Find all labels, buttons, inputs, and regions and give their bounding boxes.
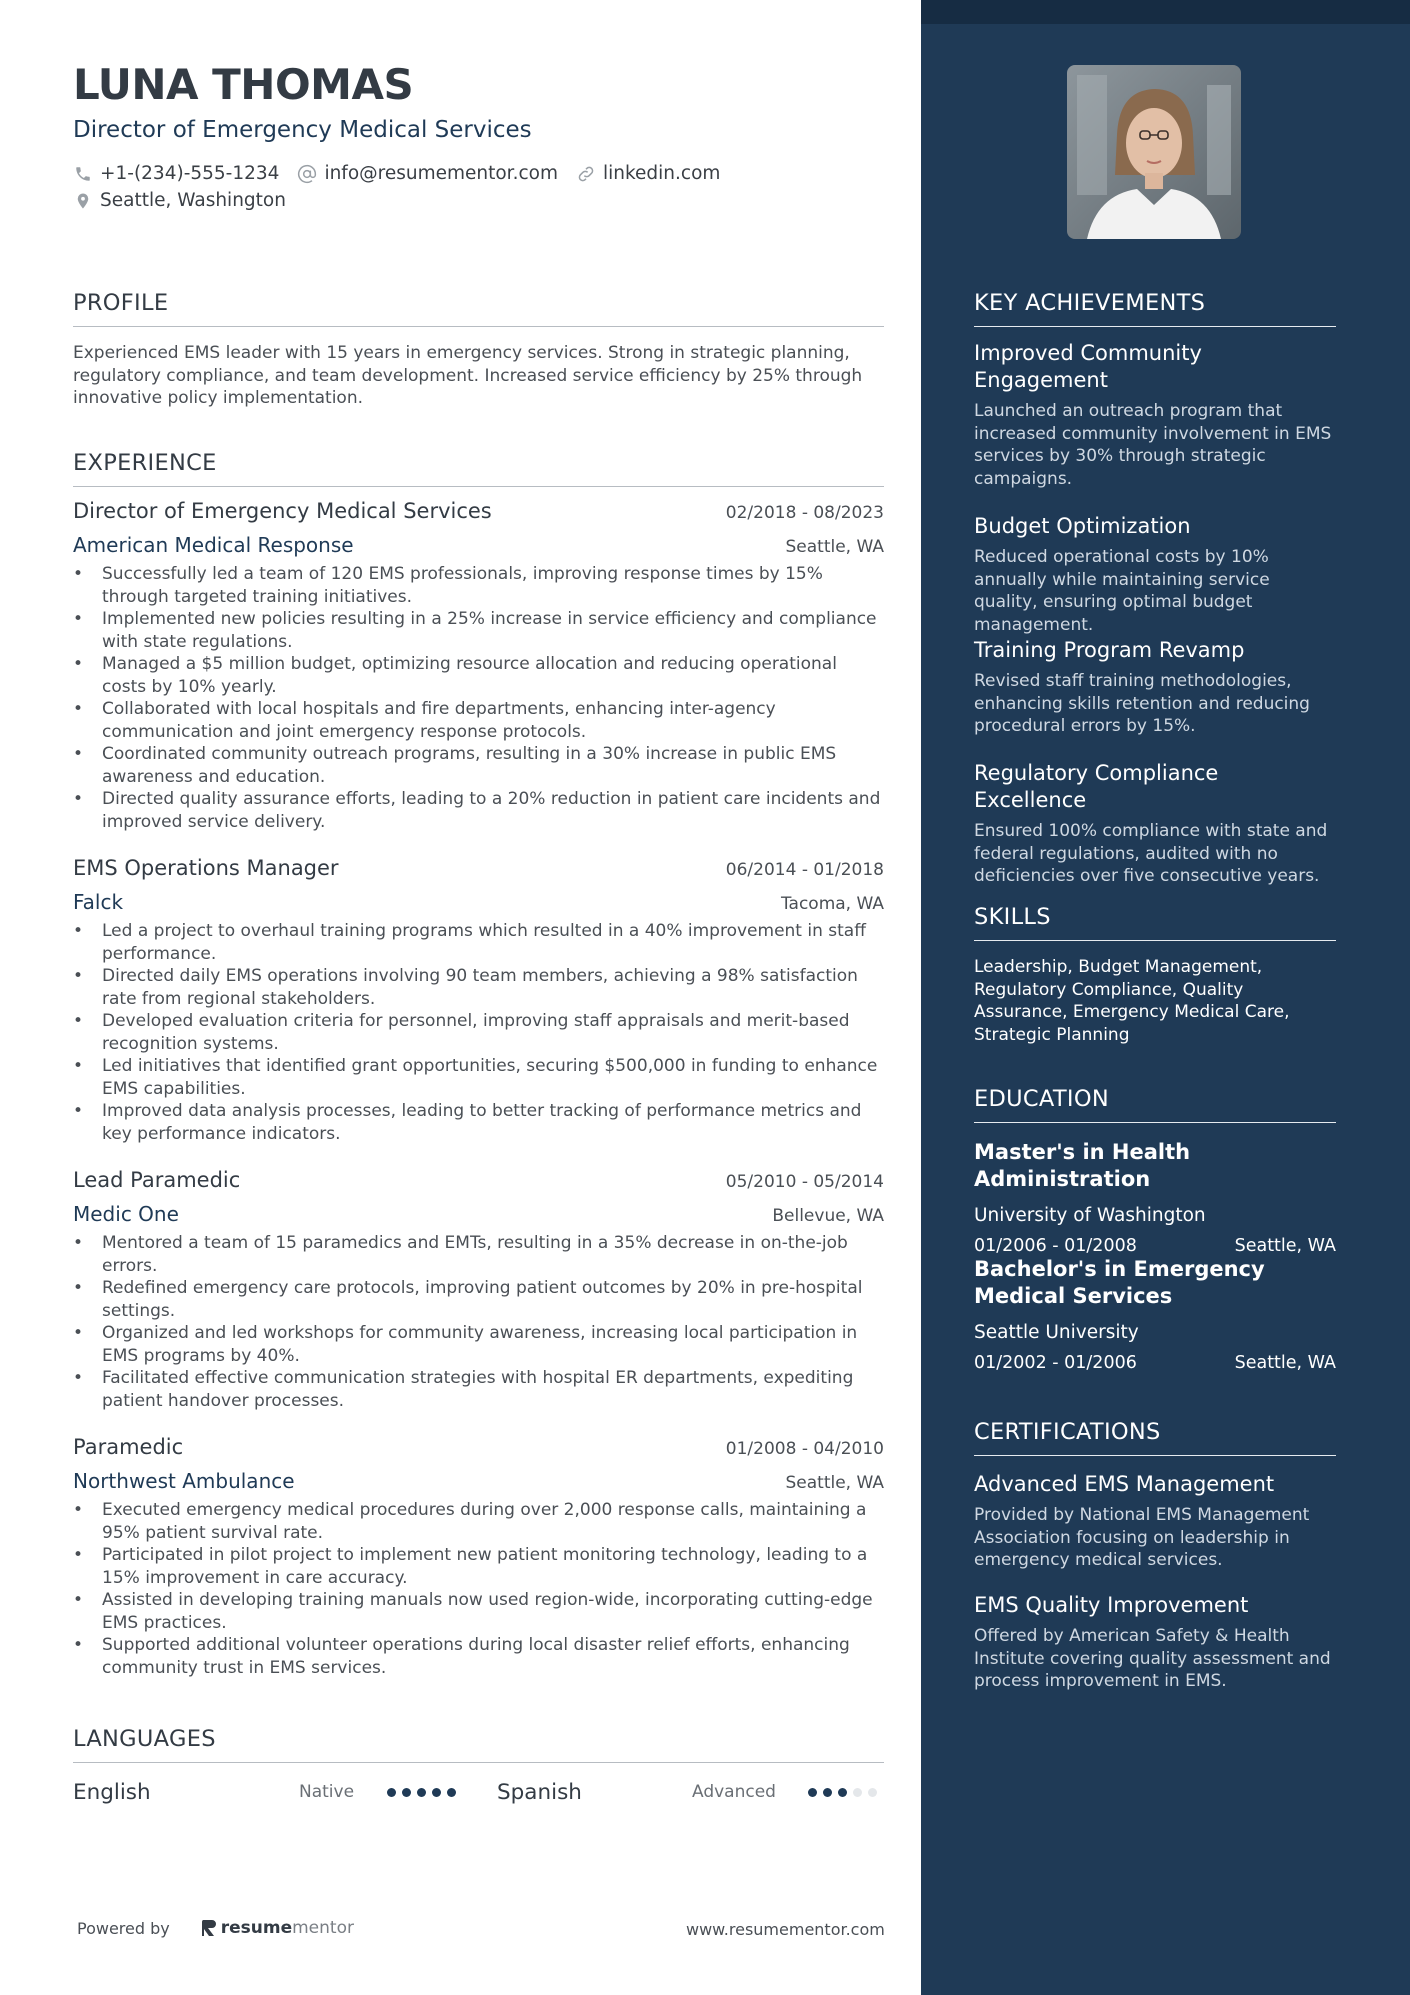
language-level: Native — [299, 1782, 355, 1802]
brand-logo[interactable] — [200, 1918, 354, 1938]
job-bullets — [73, 1499, 884, 1679]
job-company: Northwest Ambulance — [73, 1469, 295, 1493]
job-bullet: • Redefined emergency care protocols, improving patient outcomes by 20% in pre-hospital settings. — [73, 1277, 884, 1322]
job-bullet: • Executed emergency medical procedures during over 2,000 response calls, maintaining a 95% patient survival rate. — [73, 1499, 884, 1544]
job-bullet: • Mentored a team of 15 paramedics and EMTs, resulting in a 35% decrease in on-the-job errors. — [73, 1232, 884, 1277]
achievement-text: Launched an outreach program that increased community involvement in EMS services by 30% through strategic campaigns. — [974, 401, 1332, 489]
rating-dot-filled — [808, 1788, 817, 1797]
rating-dot-filled — [387, 1788, 396, 1797]
experience-heading: EXPERIENCE — [73, 450, 884, 487]
profile-heading: PROFILE — [73, 290, 884, 327]
achievement-text: Reduced operational costs by 10% annually while maintaining service quality, ensuring optimal budget management. — [974, 547, 1270, 635]
job-bullet: • Led a project to overhaul training programs which resulted in a 40% improvement in staff performance. — [73, 920, 884, 965]
education-dates: 01/2006 - 01/2008 — [974, 1236, 1137, 1256]
candidate-title: Director of Emergency Medical Services — [73, 117, 532, 143]
footer-powered — [77, 1918, 354, 1938]
job-bullet: • Led initiatives that identified grant opportunities, securing $500,000 in funding to enhance EMS capabilities. — [73, 1055, 884, 1100]
language-level: Advanced — [692, 1782, 776, 1802]
rating-dot-empty — [868, 1788, 877, 1797]
job-bullet: • Directed quality assurance efforts, leading to a 20% reduction in patient care incidents and improved service delivery. — [73, 788, 884, 833]
certification-item — [974, 1592, 1336, 1693]
achievement-item — [974, 760, 1336, 888]
candidate-name: LUNA THOMAS — [73, 60, 414, 109]
job-bullet: • Managed a $5 million budget, optimizing resource allocation and reducing operational costs by 10% yearly. — [73, 653, 884, 698]
languages-heading: LANGUAGES — [73, 1726, 884, 1763]
job-dates: 01/2008 - 04/2010 — [725, 1439, 884, 1459]
linkedin-text[interactable]: linkedin.com — [602, 163, 721, 184]
education-location: Seattle, WA — [1234, 1353, 1336, 1373]
certification-title: EMS Quality Improvement — [974, 1593, 1249, 1617]
job-company: Medic One — [73, 1202, 179, 1226]
job-role: Director of Emergency Medical Services — [73, 499, 492, 523]
education-dates: 01/2002 - 01/2006 — [974, 1353, 1137, 1373]
job-role: Paramedic — [73, 1435, 184, 1459]
achievements-heading: KEY ACHIEVEMENTS — [974, 290, 1336, 327]
achievement-item — [974, 513, 1336, 636]
rating-dot-filled — [823, 1788, 832, 1797]
phone-item — [73, 163, 279, 184]
education-school: University of Washington — [974, 1205, 1206, 1226]
education-item — [974, 1256, 1336, 1378]
link-icon — [576, 164, 596, 184]
brand-icon — [200, 1918, 218, 1938]
rating-dot-filled — [402, 1788, 411, 1797]
location-text: Seattle, Washington — [100, 190, 286, 211]
skills-heading: SKILLS — [974, 904, 1336, 941]
email-text[interactable]: info@resumementor.com — [324, 163, 558, 184]
certification-title: Advanced EMS Management — [974, 1472, 1275, 1496]
rating-dot-filled — [432, 1788, 441, 1797]
job-location: Seattle, WA — [785, 1473, 884, 1493]
certifications-heading: CERTIFICATIONS — [974, 1419, 1336, 1456]
job-bullets — [73, 1232, 884, 1412]
sidebar-top-band — [921, 0, 1410, 24]
certification-item — [974, 1471, 1336, 1572]
achievement-text: Revised staff training methodologies, enhancing skills retention and reducing procedural errors by 15%. — [974, 671, 1310, 736]
job-location: Tacoma, WA — [780, 894, 884, 914]
achievement-title: Regulatory Compliance Excellence — [974, 761, 1219, 812]
certification-text: Offered by American Safety & Health Institute covering quality assessment and process improvement in EMS. — [974, 1626, 1331, 1691]
job-entry — [73, 499, 884, 833]
job-role: EMS Operations Manager — [73, 856, 339, 880]
job-bullets — [73, 920, 884, 1145]
job-dates: 06/2014 - 01/2018 — [725, 860, 884, 880]
job-location: Bellevue, WA — [772, 1206, 884, 1226]
language-name: English — [73, 1779, 151, 1805]
achievement-item — [974, 340, 1336, 490]
footer-website[interactable]: www.resumementor.com — [686, 1920, 885, 1939]
brand-bold: resume — [220, 1918, 293, 1938]
job-location: Seattle, WA — [785, 537, 884, 557]
education-item — [974, 1139, 1336, 1261]
job-bullet: • Supported additional volunteer operations during local disaster relief efforts, enhancing community trust in EMS services. — [73, 1634, 884, 1679]
powered-by-text: Powered by — [77, 1918, 170, 1938]
rating-dot-filled — [838, 1788, 847, 1797]
achievement-title: Budget Optimization — [974, 514, 1191, 538]
language-name: Spanish — [497, 1779, 582, 1805]
phone-text: +1-(234)-555-1234 — [100, 163, 280, 184]
job-dates: 05/2010 - 05/2014 — [725, 1172, 884, 1192]
languages-list — [73, 1776, 884, 1808]
rating-dot-filled — [417, 1788, 426, 1797]
rating-dot-empty — [853, 1788, 862, 1797]
job-dates: 02/2018 - 08/2023 — [725, 503, 884, 523]
job-bullet: • Participated in pilot project to implement new patient monitoring technology, leading to a 15% improvement in care accuracy. — [73, 1544, 884, 1589]
location-pin-icon — [73, 191, 93, 211]
job-bullets — [73, 563, 884, 833]
contact-info — [73, 160, 738, 214]
education-degree: Bachelor's in Emergency Medical Services — [974, 1257, 1265, 1308]
location-item — [73, 190, 286, 211]
skills-text: Leadership, Budget Management, Regulatory Compliance, Quality Assurance, Emergency Medical Care, Strategic Planning — [974, 957, 1290, 1045]
education-heading: EDUCATION — [974, 1086, 1336, 1123]
profile-photo — [1067, 65, 1241, 239]
job-entry — [73, 1435, 884, 1679]
job-bullet: • Collaborated with local hospitals and fire departments, enhancing inter-agency communication and joint emergency response protocols. — [73, 698, 884, 743]
job-company: Falck — [73, 890, 124, 914]
profile-text: Experienced EMS leader with 15 years in emergency services. Strong in strategic planning, regulatory compliance, and team development. Increased service efficiency by 25% through innovative policy implementation. — [73, 343, 863, 408]
linkedin-item[interactable] — [576, 163, 720, 184]
certification-text: Provided by National EMS Management Association focusing on leadership in emergency medical services. — [974, 1505, 1310, 1570]
job-bullet: • Directed daily EMS operations involving 90 team members, achieving a 98% satisfaction rate from regional stakeholders. — [73, 965, 884, 1010]
achievement-item — [974, 637, 1336, 738]
phone-icon — [73, 164, 93, 184]
language-item — [497, 1776, 887, 1808]
email-item[interactable] — [297, 163, 558, 184]
job-bullet: • Assisted in developing training manuals now used region-wide, incorporating cutting-edge EMS practices. — [73, 1589, 884, 1634]
rating-dot-filled — [447, 1788, 456, 1797]
language-rating — [387, 1788, 456, 1797]
brand-light: mentor — [292, 1918, 354, 1938]
job-role: Lead Paramedic — [73, 1168, 241, 1192]
education-degree: Master's in Health Administration — [974, 1140, 1191, 1191]
job-bullet: • Implemented new policies resulting in a 25% increase in service efficiency and compliance with state regulations. — [73, 608, 884, 653]
education-school: Seattle University — [974, 1322, 1139, 1343]
job-bullet: • Successfully led a team of 120 EMS professionals, improving response times by 15% through targeted training initiatives. — [73, 563, 884, 608]
job-bullet: • Improved data analysis processes, leading to better tracking of performance metrics and key performance indicators. — [73, 1100, 884, 1145]
language-item — [73, 1776, 463, 1808]
job-bullet: • Organized and led workshops for community awareness, increasing local participation in EMS programs by 40%. — [73, 1322, 884, 1367]
job-bullet: • Facilitated effective communication strategies with hospital ER departments, expediting patient handover processes. — [73, 1367, 884, 1412]
job-entry — [73, 1168, 884, 1412]
achievement-title: Improved Community Engagement — [974, 341, 1202, 392]
job-bullet: • Coordinated community outreach programs, resulting in a 30% increase in public EMS awareness and education. — [73, 743, 884, 788]
job-company: American Medical Response — [73, 533, 354, 557]
achievement-title: Training Program Revamp — [974, 638, 1245, 662]
at-icon — [297, 164, 317, 184]
language-rating — [808, 1788, 877, 1797]
job-bullet: • Developed evaluation criteria for personnel, improving staff appraisals and merit-based recognition systems. — [73, 1010, 884, 1055]
education-location: Seattle, WA — [1234, 1236, 1336, 1256]
job-entry — [73, 856, 884, 1145]
achievement-text: Ensured 100% compliance with state and federal regulations, audited with no deficiencies over five consecutive years. — [974, 821, 1328, 886]
